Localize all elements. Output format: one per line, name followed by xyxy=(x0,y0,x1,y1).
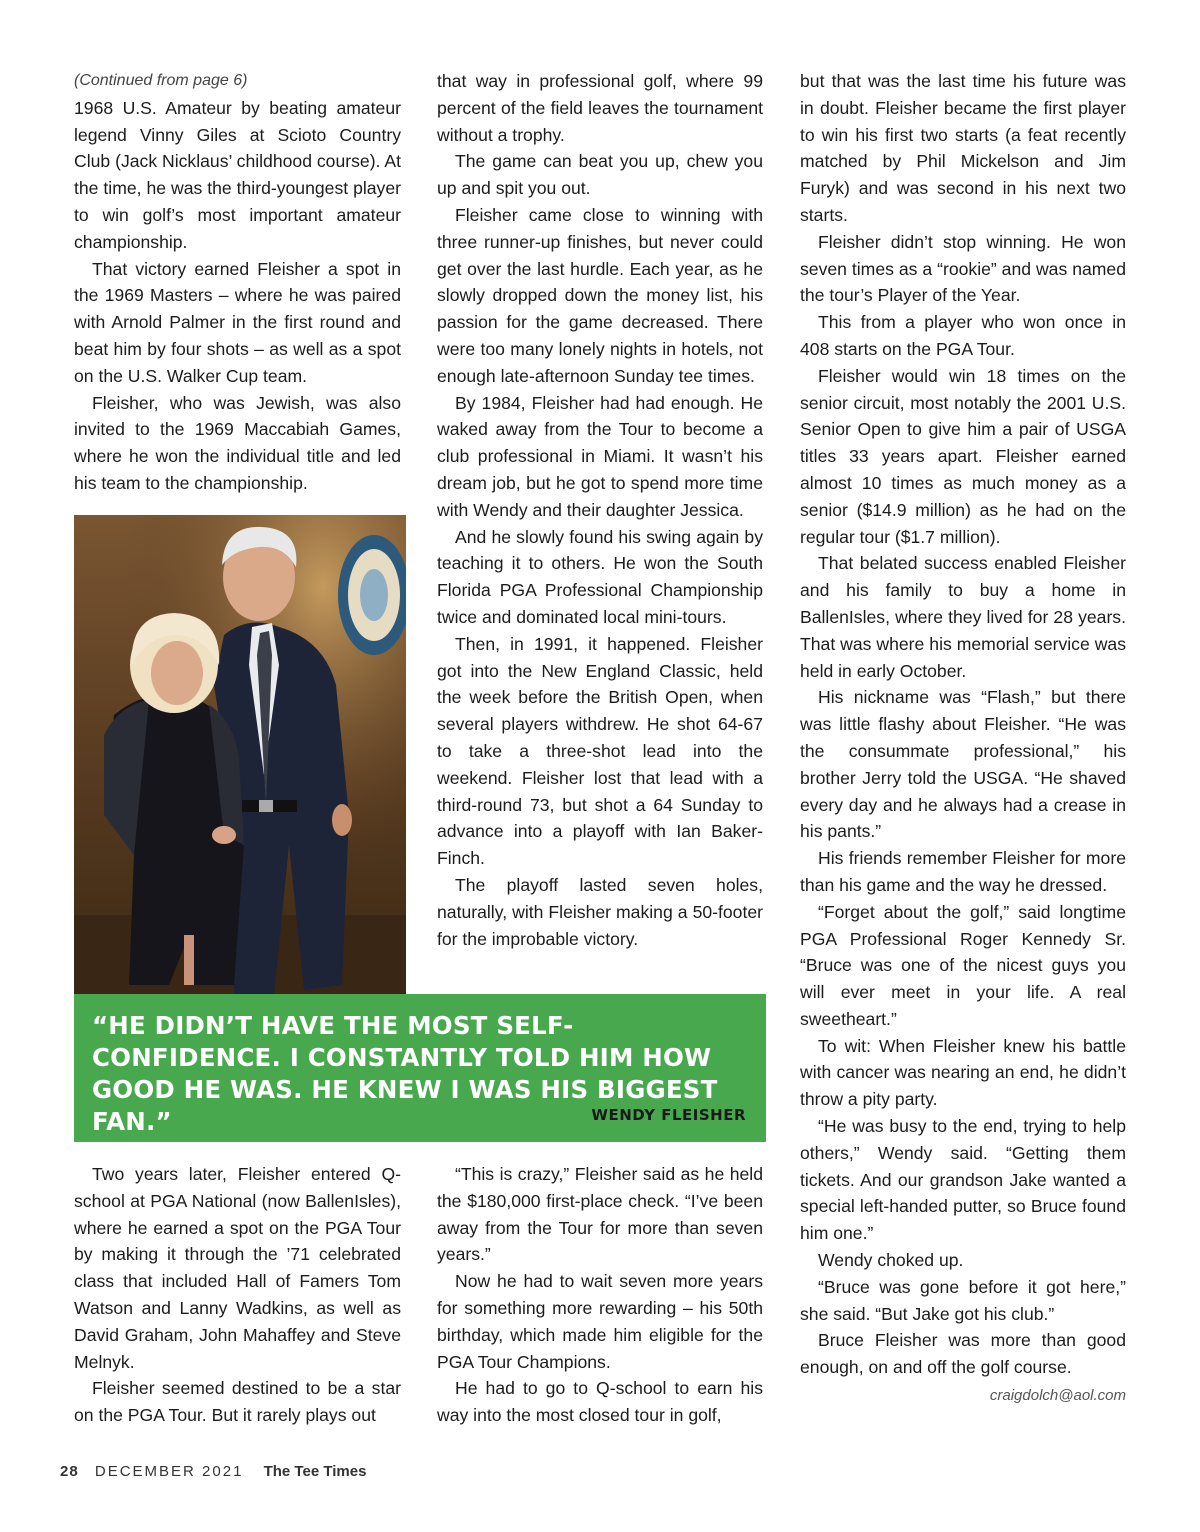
article-paragraph: His friends remember Fleisher for more than his game and the way he dressed. xyxy=(800,848,1126,895)
article-column-3 xyxy=(800,68,1126,1410)
article-paragraph: Bruce Fleisher was more than good enough, on and off the golf course. xyxy=(800,1330,1126,1378)
article-paragraph: The game can beat you up, chew you up and spit you out. xyxy=(437,151,763,199)
article-paragraph: but that was the last time his future was in doubt. Fleisher became the first player to win his first two starts (a feat recently matched by Phil Mickelson and Jim Furyk) and was second in his next two starts. xyxy=(800,71,1126,225)
article-paragraph: “He was busy to the end, trying to help others,” Wendy said. “Getting them tickets. And our grandson Jake wanted a special left-handed putter, so Bruce found him one.” xyxy=(800,1116,1126,1244)
page-footer xyxy=(60,1463,366,1480)
pull-quote-text: “HE DIDN’T HAVE THE MOST SELF-CONFIDENCE. I CONSTANTLY TOLD HIM HOW GOOD HE WAS. HE KNEW I WAS HIS BIGGEST FAN.” xyxy=(92,1011,718,1136)
article-paragraph: Wendy choked up. xyxy=(818,1250,964,1271)
magazine-name: The Tee Times xyxy=(263,1463,367,1480)
article-paragraph: that way in professional golf, where 99 percent of the field leaves the tournament without a trophy. xyxy=(437,71,763,145)
article-paragraph: “Forget about the golf,” said longtime PGA Professional Roger Kennedy Sr. “Bruce was one of the nicest guys you will ever meet in your life. A real sweetheart.” xyxy=(800,901,1126,1029)
pull-quote-author: WENDY FLEISHER xyxy=(591,1106,746,1124)
article-paragraph: Fleisher, who was Jewish, was also invited to the 1969 Maccabiah Games, where he won the individual title and led his team to the championship. xyxy=(74,392,401,493)
article-paragraph: “This is crazy,” Fleisher said as he held the $180,000 first-place check. “I’ve been away from the Tour for more than seven years.” xyxy=(437,1164,763,1265)
article-paragraph: His nickname was “Flash,” but there was little flashy about Fleisher. “He was the consummate professional,” his brother Jerry told the USGA. “He shaved every day and he always had a crease in his pants.” xyxy=(800,687,1126,842)
article-paragraph: By 1984, Fleisher had had enough. He waked away from the Tour to become a club professional in Miami. It wasn’t his dream job, but he got to spend more time with Wendy and their daughter Jessica. xyxy=(437,392,763,520)
article-column-2-bottom xyxy=(437,1161,763,1429)
article-paragraph: To wit: When Fleisher knew his battle with cancer was nearing an end, he didn’t throw a pity party. xyxy=(800,1035,1126,1110)
article-paragraph: This from a player who won once in 408 starts on the PGA Tour. xyxy=(800,312,1126,359)
article-paragraph: Two years later, Fleisher entered Q-school at PGA National (now BallenIsles), where he earned a spot on the PGA Tour by making it through the ’71 celebrated class that included Hall of Famers Tom Watson and Lanny Wadkins, as well as David Graham, John Mahaffey and Steve Melnyk. xyxy=(74,1164,401,1372)
article-paragraph: That victory earned Fleisher a spot in the 1969 Masters – where he was paired with Arnold Palmer in the first round and beat him by four shots – as well as a spot on the U.S. Walker Cup team. xyxy=(74,258,401,386)
article-column-1-bottom xyxy=(74,1161,401,1429)
article-paragraph: The playoff lasted seven holes, naturally, with Fleisher making a 50-footer for the improbable victory. xyxy=(437,874,763,949)
photo-illustration xyxy=(74,515,406,995)
author-email: craigdolch@aol.com xyxy=(989,1387,1126,1405)
article-paragraph: And he slowly found his swing again by teaching it to others. He won the South Florida PGA Professional Championship twice and dominated local mini-tours. xyxy=(437,526,763,627)
article-paragraph: He had to go to Q-school to earn his way into the most closed tour in golf, xyxy=(437,1378,763,1426)
article-paragraph: Then, in 1991, it happened. Fleisher got into the New England Classic, held the week before the British Open, when several players withdrew. He shot 64-67 to take a three-shot lead into the weekend. Fleisher lost that lead with a third-round 73, but shot a 64 Sunday to advance into a playoff with Ian Baker-Finch. xyxy=(437,633,763,869)
page-number: 28 xyxy=(60,1463,79,1480)
article-paragraph: Fleisher seemed destined to be a star on the PGA Tour. But it rarely plays out xyxy=(74,1378,401,1426)
article-paragraph: Now he had to wait seven more years for something more rewarding – his 50th birthday, which made him eligible for the PGA Tour Champions. xyxy=(437,1271,763,1372)
issue-date: DECEMBER 2021 xyxy=(94,1463,244,1480)
article-paragraph: Fleisher came close to winning with three runner-up finishes, but never could get over the last hurdle. Each year, as he slowly dropped down the money list, his passion for the game decreased. There were too many lonely nights in hotels, not enough late-afternoon Sunday tee times. xyxy=(437,204,763,386)
article-paragraph: That belated success enabled Fleisher and his family to buy a home in BallenIsles, where they lived for 28 years. That was where his memorial service was held in early October. xyxy=(800,553,1126,681)
article-column-2-top xyxy=(437,68,763,952)
article-paragraph: “Bruce was gone before it got here,” she said. “But Jake got his club.” xyxy=(800,1276,1126,1324)
pull-quote-box xyxy=(74,994,766,1142)
article-paragraph: Fleisher would win 18 times on the senior circuit, most notably the 2001 U.S. Senior Open to give him a pair of USGA titles 33 years apart. Fleisher earned almost 10 times as much money as a senior ($14.9 million) as he had on the regular tour ($1.7 million). xyxy=(800,365,1126,547)
article-column-1-top xyxy=(74,68,401,497)
continued-note: (Continued from page 6) xyxy=(74,72,248,89)
article-paragraph: 1968 U.S. Amateur by beating amateur legend Vinny Giles at Scioto Country Club (Jack Nicklaus’ childhood course). At the time, he was the third-youngest player to win golf’s most important amateur championship. xyxy=(74,97,401,252)
article-paragraph: Fleisher didn’t stop winning. He won seven times as a “rookie” and was named the tour’s Player of the Year. xyxy=(800,231,1126,306)
couple-photo xyxy=(74,515,406,995)
